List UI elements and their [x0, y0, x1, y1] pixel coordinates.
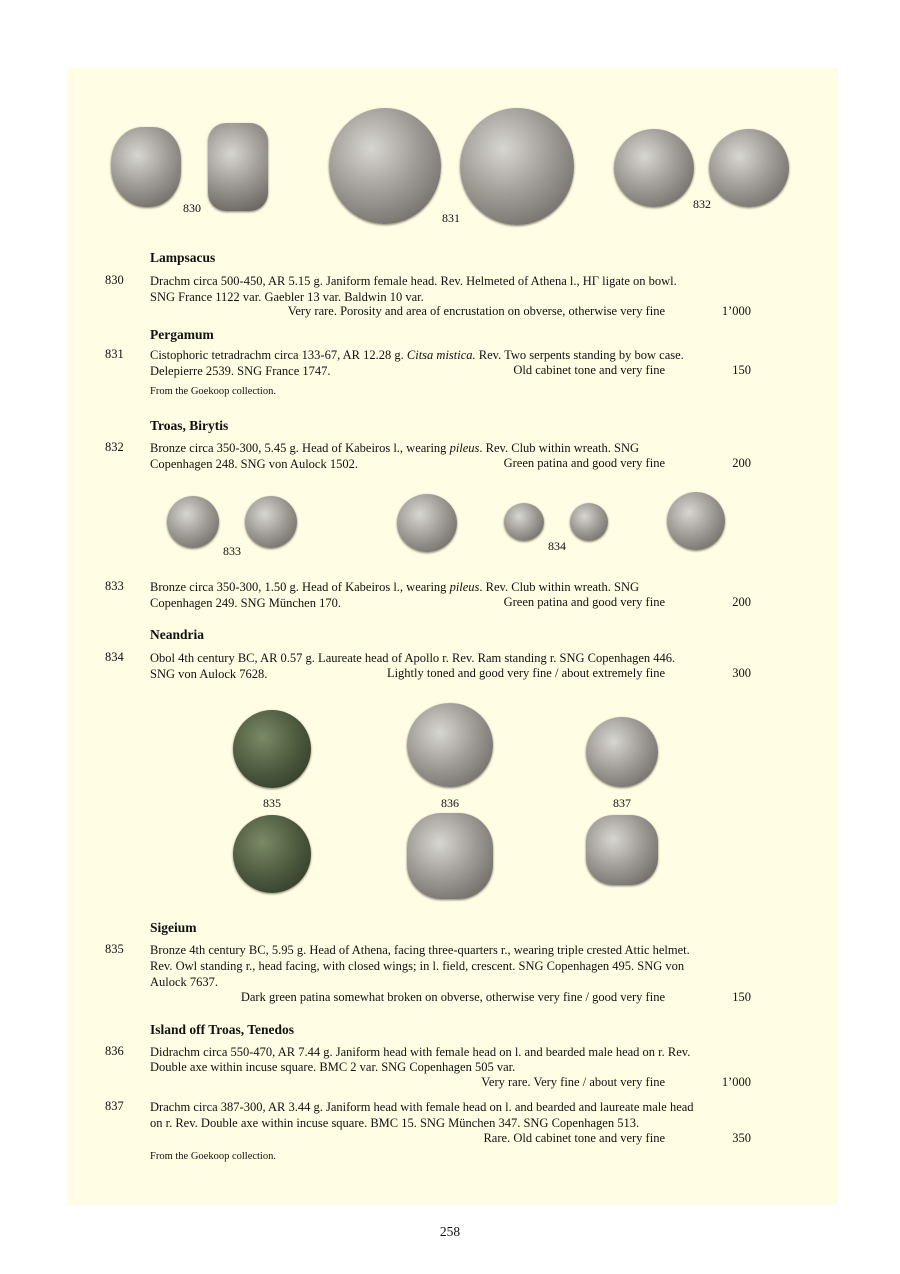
lot-833-line-1-italic: pileus	[449, 580, 480, 594]
lot-number-830: 830	[105, 273, 124, 287]
page-number: 258	[439, 1224, 461, 1239]
lot-835-description-line-1: Bronze 4th century BC, 5.95 g. Head of Athena, facing three-quarters r., wearing triple crested Attic helmet.	[150, 943, 690, 957]
lot-number-834: 834	[105, 650, 124, 664]
coin-834-image-4	[667, 492, 725, 550]
lot-831-grade: Old cabinet tone and very fine	[513, 363, 665, 377]
heading-troas-birytis: Troas, Birytis	[150, 418, 229, 433]
heading-tenedos: Island off Troas, Tenedos	[150, 1022, 295, 1037]
lot-837-price: 350	[732, 1131, 751, 1145]
lot-837-description-line-2: on r. Rev. Double axe within incuse square. BMC 15. SNG München 347. SNG Copenhagen 513.	[150, 1116, 640, 1130]
coin-836-reverse-image	[407, 813, 493, 899]
lot-831-price: 150	[732, 363, 751, 377]
lot-832-grade: Green patina and good very fine	[503, 456, 665, 470]
lot-830-grade: Very rare. Porosity and area of encrustation on obverse, otherwise very fine	[287, 304, 665, 318]
coin-832-obverse-image	[614, 129, 694, 207]
heading-lampsacus: Lampsacus	[150, 250, 216, 265]
coin-834-image-2	[504, 503, 544, 541]
coin-label-832: 832	[693, 197, 711, 211]
coin-label-833: 833	[223, 544, 241, 558]
lot-832-line-1-part-a: Bronze circa 350-300, 5.45 g. Head of Kabeiros l., wearing	[150, 441, 447, 455]
lot-833-description-line-2: Copenhagen 249. SNG München 170.	[150, 596, 341, 610]
coin-837-reverse-image	[586, 815, 658, 885]
coin-830-obverse-image	[111, 127, 181, 207]
lot-831-description-line-2: Delepierre 2539. SNG France 1747.	[150, 364, 331, 378]
lot-836-description-line-2: Double axe within incuse square. BMC 2 var. SNG Copenhagen 505 var.	[150, 1060, 516, 1074]
lot-832-description-line-1	[150, 440, 751, 456]
lot-number-836: 836	[105, 1044, 124, 1058]
lot-832-description-line-2: Copenhagen 248. SNG von Aulock 1502.	[150, 457, 358, 471]
lot-833-description-line-1	[150, 579, 751, 595]
lot-number-837: 837	[105, 1099, 124, 1113]
lot-836-description-line-1: Didrachm circa 550-470, AR 7.44 g. Janiform head with female head on l. and bearded male head on r. Rev.	[150, 1045, 691, 1059]
lot-number-835: 835	[105, 942, 124, 956]
coin-label-834: 834	[548, 539, 566, 553]
coin-label-837: 837	[613, 796, 631, 810]
coin-835-obverse-image	[233, 710, 311, 788]
coin-834-image-1	[397, 494, 457, 552]
lot-834-description-line-1: Obol 4th century BC, AR 0.57 g. Laureate head of Apollo r. Rev. Ram standing r. SNG Copenhagen 446.	[150, 651, 676, 665]
lot-833-grade: Green patina and good very fine	[503, 595, 665, 609]
lot-835-description-line-3: Aulock 7637.	[150, 975, 219, 989]
lot-830-description-line-1: Drachm circa 500-450, AR 5.15 g. Janiform female head. Rev. Helmeted of Athena l., HΓ ligate on bowl.	[150, 274, 677, 288]
lot-831-line-1-italic: Citsa mistica.	[406, 348, 476, 362]
lot-831-line-1-part-a: Cistophoric tetradrachm circa 133-67, AR 12.28 g.	[150, 348, 404, 362]
coin-837-obverse-image	[586, 717, 658, 787]
lot-834-price: 300	[732, 666, 751, 680]
lot-836-grade: Very rare. Very fine / about very fine	[481, 1075, 665, 1089]
lot-835-grade: Dark green patina somewhat broken on obverse, otherwise very fine / good very fine	[240, 990, 665, 1004]
lot-834-grade: Lightly toned and good very fine / about extremely fine	[386, 666, 665, 680]
lot-837-provenance-note: From the Goekoop collection.	[150, 1151, 276, 1162]
lot-831-line-1-part-c: Rev. Two serpents standing by bow case.	[478, 348, 684, 362]
lot-number-831: 831	[105, 347, 124, 361]
coin-label-836: 836	[441, 796, 459, 810]
lot-831-provenance-note: From the Goekoop collection.	[150, 386, 276, 397]
coin-833-obverse-image	[167, 496, 219, 548]
coin-label-835: 835	[263, 796, 281, 810]
lot-830-price: 1’000	[721, 304, 751, 318]
coin-831-reverse-image	[460, 108, 574, 225]
lot-835-description-line-2: Rev. Owl standing r., head facing, with closed wings; in l. field, crescent. SNG Copenhagen 495. SNG von	[150, 959, 685, 973]
lot-837-grade: Rare. Old cabinet tone and very fine	[483, 1131, 665, 1145]
lot-833-line-1-part-c: . Rev. Club within wreath. SNG	[479, 580, 640, 594]
lot-number-832: 832	[105, 440, 124, 454]
lot-number-833: 833	[105, 579, 124, 593]
coin-831-obverse-image	[329, 108, 441, 224]
coin-832-reverse-image	[709, 129, 789, 207]
coin-833-reverse-image	[245, 496, 297, 548]
lot-837-description-line-1: Drachm circa 387-300, AR 3.44 g. Janiform head with female head on l. and bearded and laureate male head	[150, 1100, 694, 1114]
heading-sigeium: Sigeium	[150, 920, 197, 935]
coin-835-reverse-image	[233, 815, 311, 893]
coin-830-reverse-image	[208, 123, 268, 211]
lot-832-price: 200	[732, 456, 751, 470]
coin-836-obverse-image	[407, 703, 493, 787]
lot-835-price: 150	[732, 990, 751, 1004]
lot-832-line-1-italic: pileus	[449, 441, 480, 455]
lot-834-description-line-2: SNG von Aulock 7628.	[150, 667, 268, 681]
coin-label-831: 831	[442, 211, 460, 225]
lot-836-price: 1’000	[721, 1075, 751, 1089]
lot-832-line-1-part-c: . Rev. Club within wreath. SNG	[479, 441, 640, 455]
lot-830-description-line-2: SNG France 1122 var. Gaebler 13 var. Baldwin 10 var.	[150, 290, 424, 304]
coin-834-image-3	[570, 503, 608, 541]
lot-833-price: 200	[732, 595, 751, 609]
lot-833-line-1-part-a: Bronze circa 350-300, 1.50 g. Head of Kabeiros l., wearing	[150, 580, 447, 594]
heading-pergamum: Pergamum	[150, 327, 214, 342]
heading-neandria: Neandria	[150, 627, 204, 642]
coin-label-830: 830	[183, 201, 201, 215]
lot-831-description-line-1	[150, 347, 751, 363]
